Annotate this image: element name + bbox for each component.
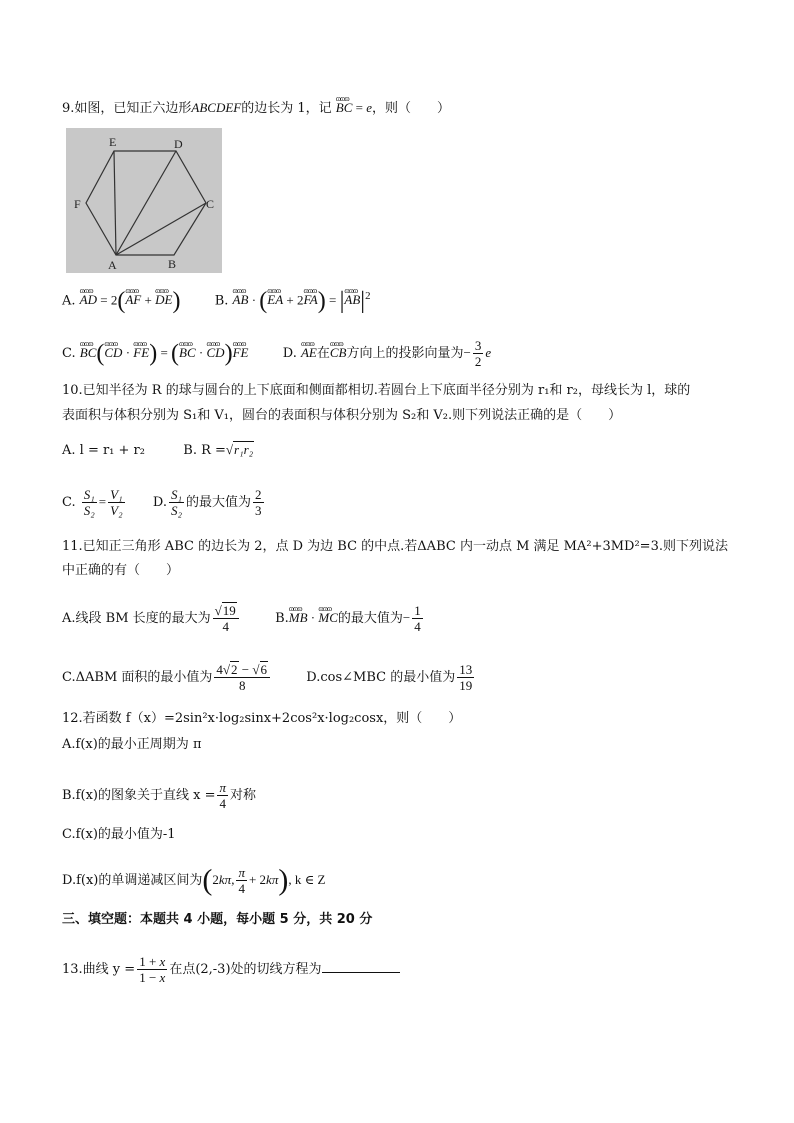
q12-stem: 12.若函数 f（x）=2sin²x·log₂sinx+2cos²x·log₂cosx，则（ ） [62,711,462,726]
label-e: E [109,135,117,149]
q13-stem: 13.曲线 y = $\frac{1 + x}{1 - x}$ 在点(2,-3)处的切线方程为 [62,954,400,985]
hexagon-figure [66,128,222,273]
segment-ad [116,151,176,255]
q9-options-cd: C. ɷɷɷ BC(ɷɷɷ CD · ɷɷɷ FE) = (ɷɷɷ BC · ɷɷɷ CD)ɷɷɷ FE D. ɷɷɷ AE在ɷɷɷ CB方向上的投影向量为− $\frac{3}{2}$ e [62,338,491,369]
section-3-title: 三、填空题：本题共 4 小题，每小题 5 分，共 20 分 [62,912,373,927]
q11-options-ab: A.线段 BM 长度的最大为 $\frac{√19}{4}$ B.ɷɷɷ MB · ɷɷɷ MC的最大值为− $\frac{1}{4}$ [62,603,425,634]
q11-options-cd: C.ΔABM 面积的最小值为 $\frac{4√2 - √6}{8}$ D.cos∠MBC 的最小值为 $\frac{13}{19}$ [62,662,473,693]
q9-stem: 9.如图，已知正六边形ABCDEF的边长为 1，记 ɷɷɷ BC = e，则（ ） [62,99,450,118]
q11-stem-line1: 11.已知正三角形 ABC 的边长为 2，点 D 为边 BC 的中点.若ΔABC 内一动点 M 满足 MA²+3MD²=3.则下列说法 [62,539,728,554]
label-f: F [74,197,81,211]
q12-option-a: A.f(x)的最小正周期为 π [62,737,202,752]
q13-answer-blank[interactable] [322,960,400,973]
q12-option-b: B.f(x)的图象关于直线 x = $\frac{\pi}{4}$ 对称 [62,780,256,811]
hexagon-diagram [66,128,222,273]
q10-options-ab: A. l = r₁ + r₂ B. R =√r₁r₂ [62,442,254,458]
q10-stem-line2: 表面积与体积分别为 S₁和 V₁，圆台的表面积与体积分别为 S₂和 V₂.则下列说法正确的是（ ） [62,408,622,423]
q10-options-cd: C. $\frac{\text{S₁}}{\text{S₂}}$ = $\frac{\text{V₁}}{\text{V₂}}$ D. $\frac{\text{S₁}}{\text{S₂}}$ 的最大值为 $\frac{2}{3}$ [62,487,262,518]
label-a: A [108,258,117,272]
label-c: C [206,197,215,211]
segment-ae [114,151,116,255]
q11-stem-line2: 中正确的有（ ） [62,563,180,578]
label-d: D [174,137,183,151]
q12-option-d: D.f(x)的单调递减区间为(2kπ, $\frac{\pi}{4}$ + 2kπ), k ∈ Z [62,863,326,897]
label-b: B [168,257,177,271]
segment-ac [116,203,206,255]
q10-stem-line1: 10.已知半径为 R 的球与圆台的上下底面和侧面都相切.若圆台上下底面半径分别为 r₁和 r₂，母线长为 l，球的 [62,383,691,398]
q9-options-ab: A. ɷɷɷ AD = 2(ɷɷɷ AF + ɷɷɷ DE) B. ɷɷɷ AB · (ɷɷɷ EA + 2ɷɷɷ FA) = |ɷɷɷ $AB|^2$ [62,287,371,310]
q12-option-c: C.f(x)的最小值为-1 [62,827,176,842]
